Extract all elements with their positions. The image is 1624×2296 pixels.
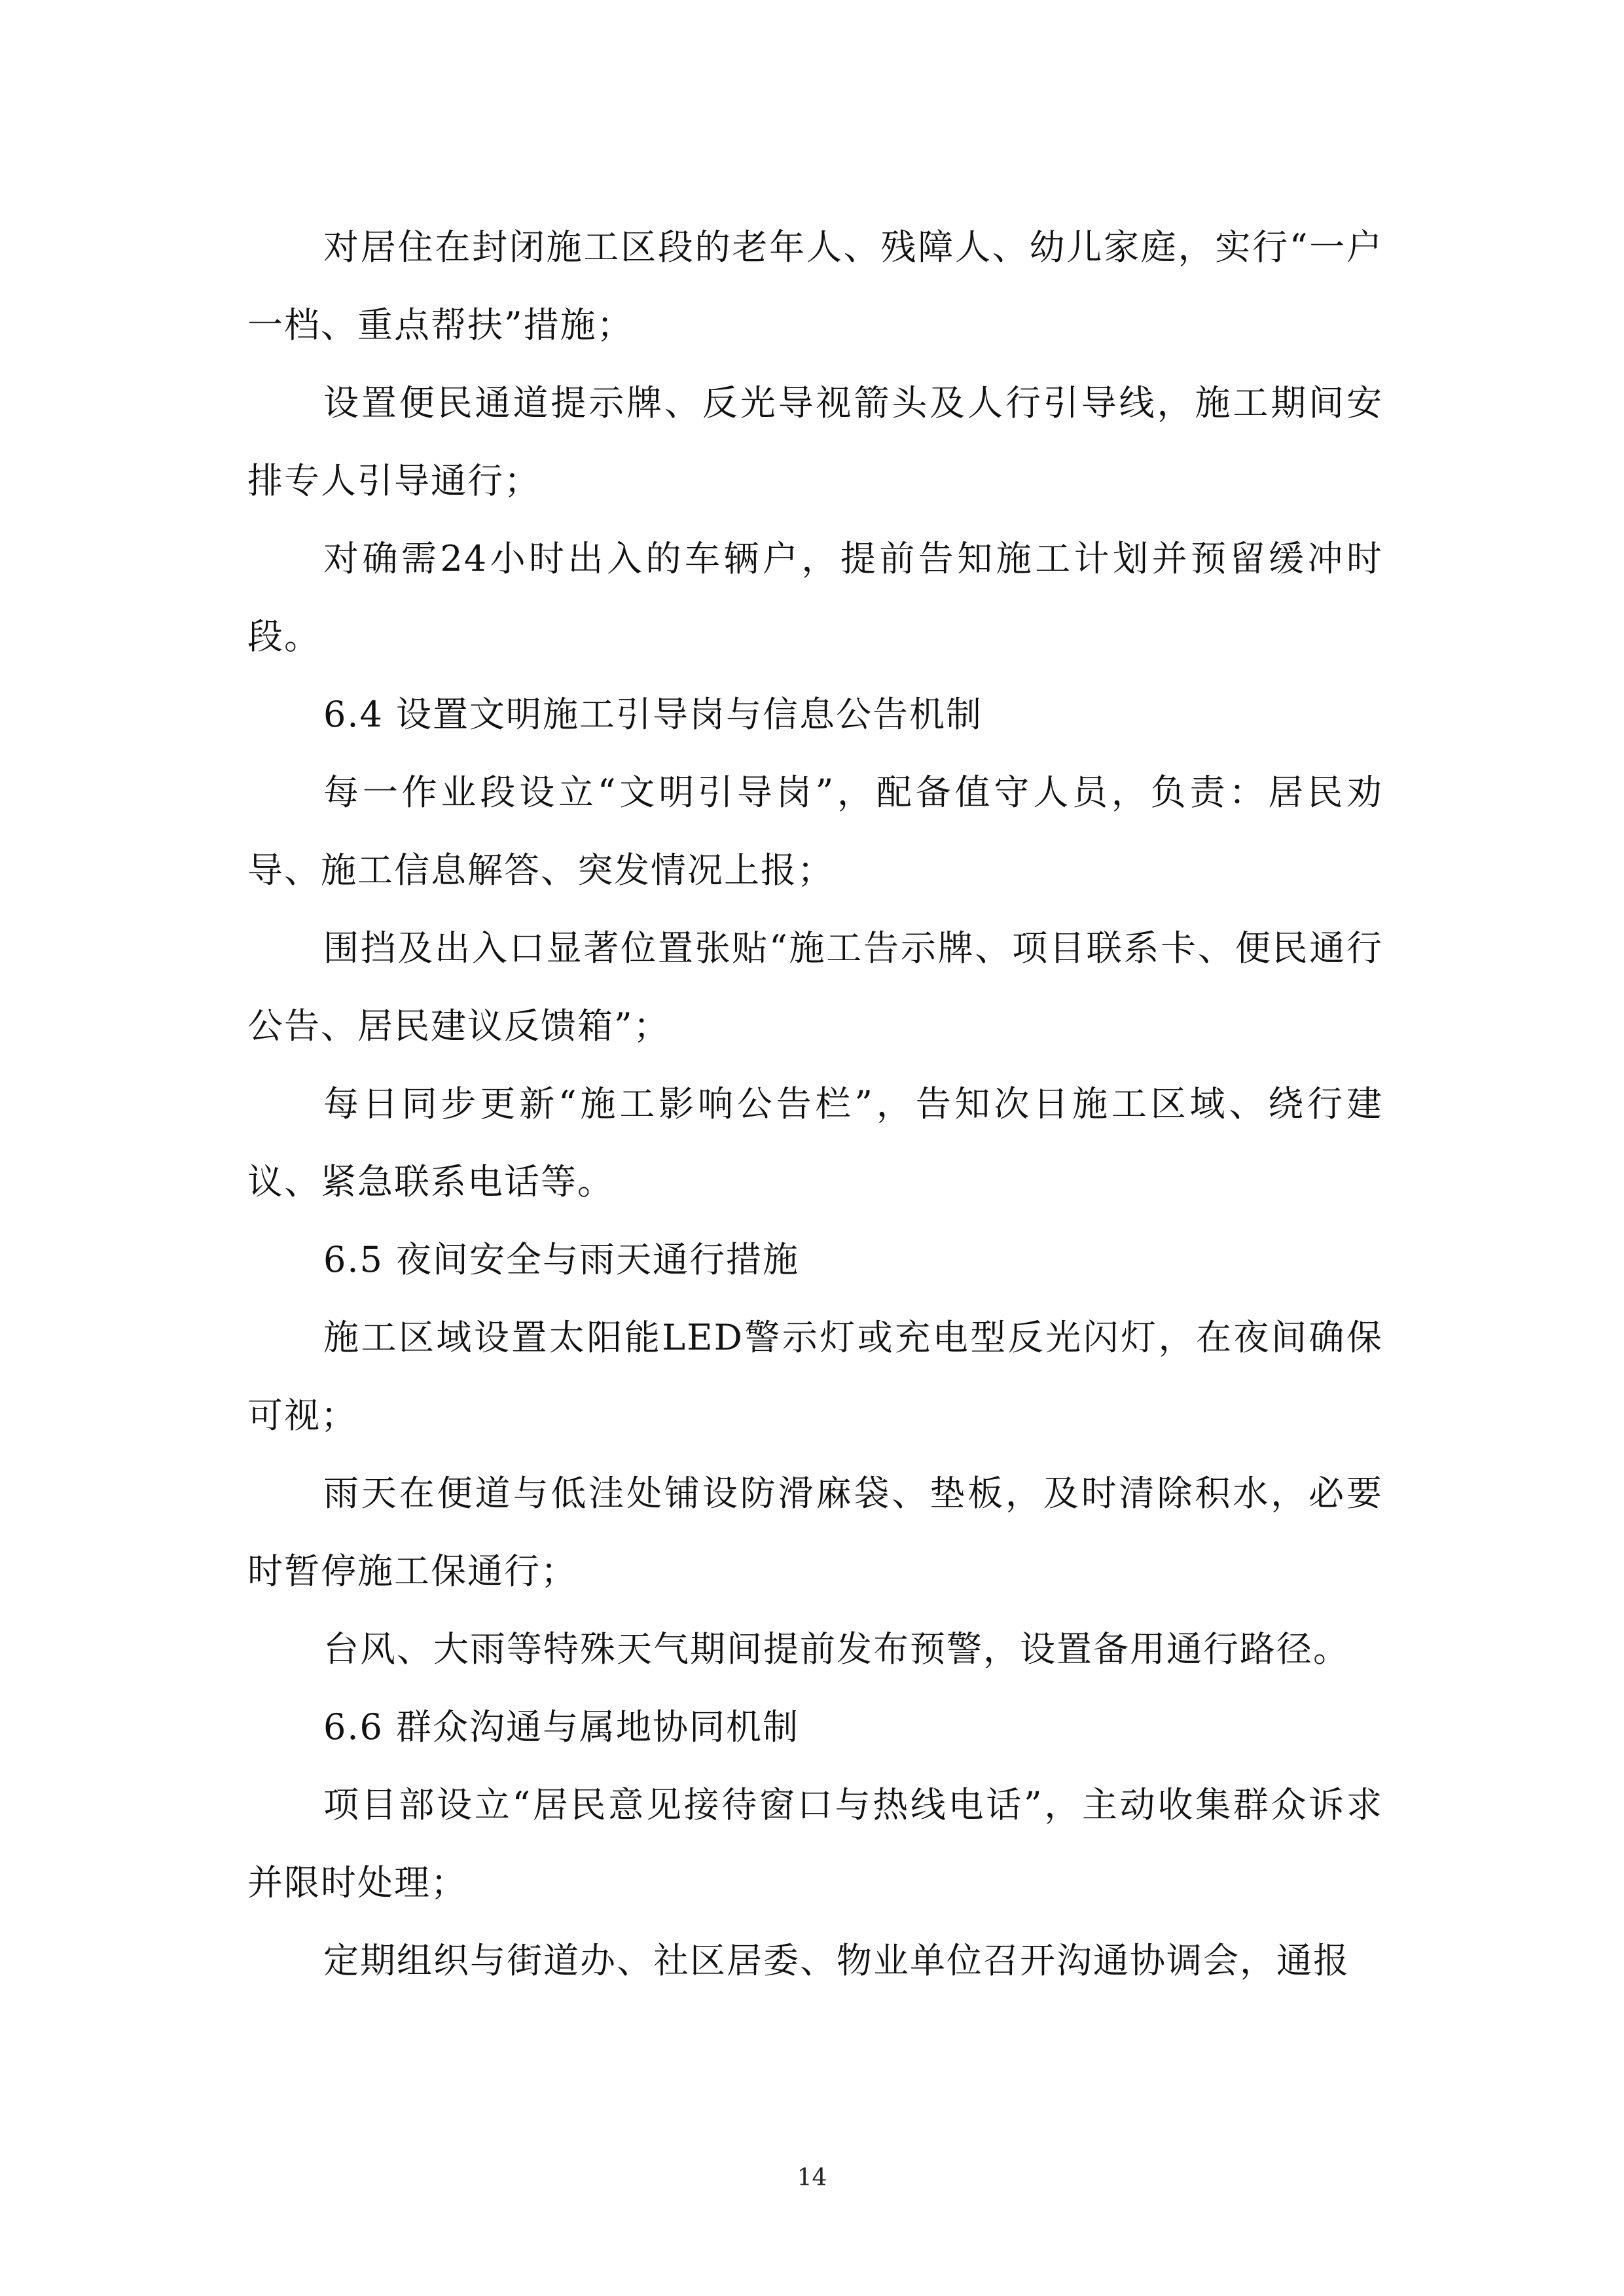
page-number: 14 <box>797 2164 827 2191</box>
section-heading-6-5: 6.5 夜间安全与雨天通行措施 <box>323 1239 800 1280</box>
paragraph-guide-post: 每一作业段设立“文明引导岗”，配备值守人员，负责：居民劝导、施工信息解答、突发情况上报； <box>247 772 1383 891</box>
paragraph-night-lights: 施工区域设置太阳能LED警示灯或充电型反光闪灯，在夜间确保可视； <box>247 1317 1383 1436</box>
paragraph-notice-boards: 围挡及出入口显著位置张贴“施工告示牌、项目联系卡、便民通行公告、居民建议反馈箱”； <box>247 927 1383 1047</box>
paragraph-guidance-signs: 设置便民通道提示牌、反光导视箭头及人行引导线，施工期间安排专人引导通行； <box>247 382 1383 501</box>
paragraph-24h-vehicles: 对确需24小时出入的车辆户，提前告知施工计划并预留缓冲时段。 <box>247 538 1383 657</box>
page-body <box>247 208 1383 2000</box>
paragraph-special-weather: 台风、大雨等特殊天气期间提前发布预警，设置备用通行路径。 <box>323 1628 1350 1670</box>
paragraph-coordination-meeting: 定期组织与街道办、社区居委、物业单位召开沟通协调会，通报 <box>323 1940 1350 1981</box>
section-heading-6-6: 6.6 群众沟通与属地协同机制 <box>323 1706 800 1748</box>
paragraph-vulnerable-households: 对居住在封闭施工区段的老年人、残障人、幼儿家庭，实行“一户一档、重点帮扶”措施； <box>247 226 1383 346</box>
section-heading-6-4: 6.4 设置文明施工引导岗与信息公告机制 <box>323 694 983 735</box>
paragraph-rainy-days: 雨天在便道与低洼处铺设防滑麻袋、垫板，及时清除积水，必要时暂停施工保通行； <box>247 1473 1383 1592</box>
paragraph-daily-bulletin: 每日同步更新“施工影响公告栏”，告知次日施工区域、绕行建议、紧急联系电话等。 <box>247 1083 1383 1202</box>
paragraph-reception-window: 项目部设立“居民意见接待窗口与热线电话”，主动收集群众诉求并限时处理； <box>247 1784 1383 1903</box>
